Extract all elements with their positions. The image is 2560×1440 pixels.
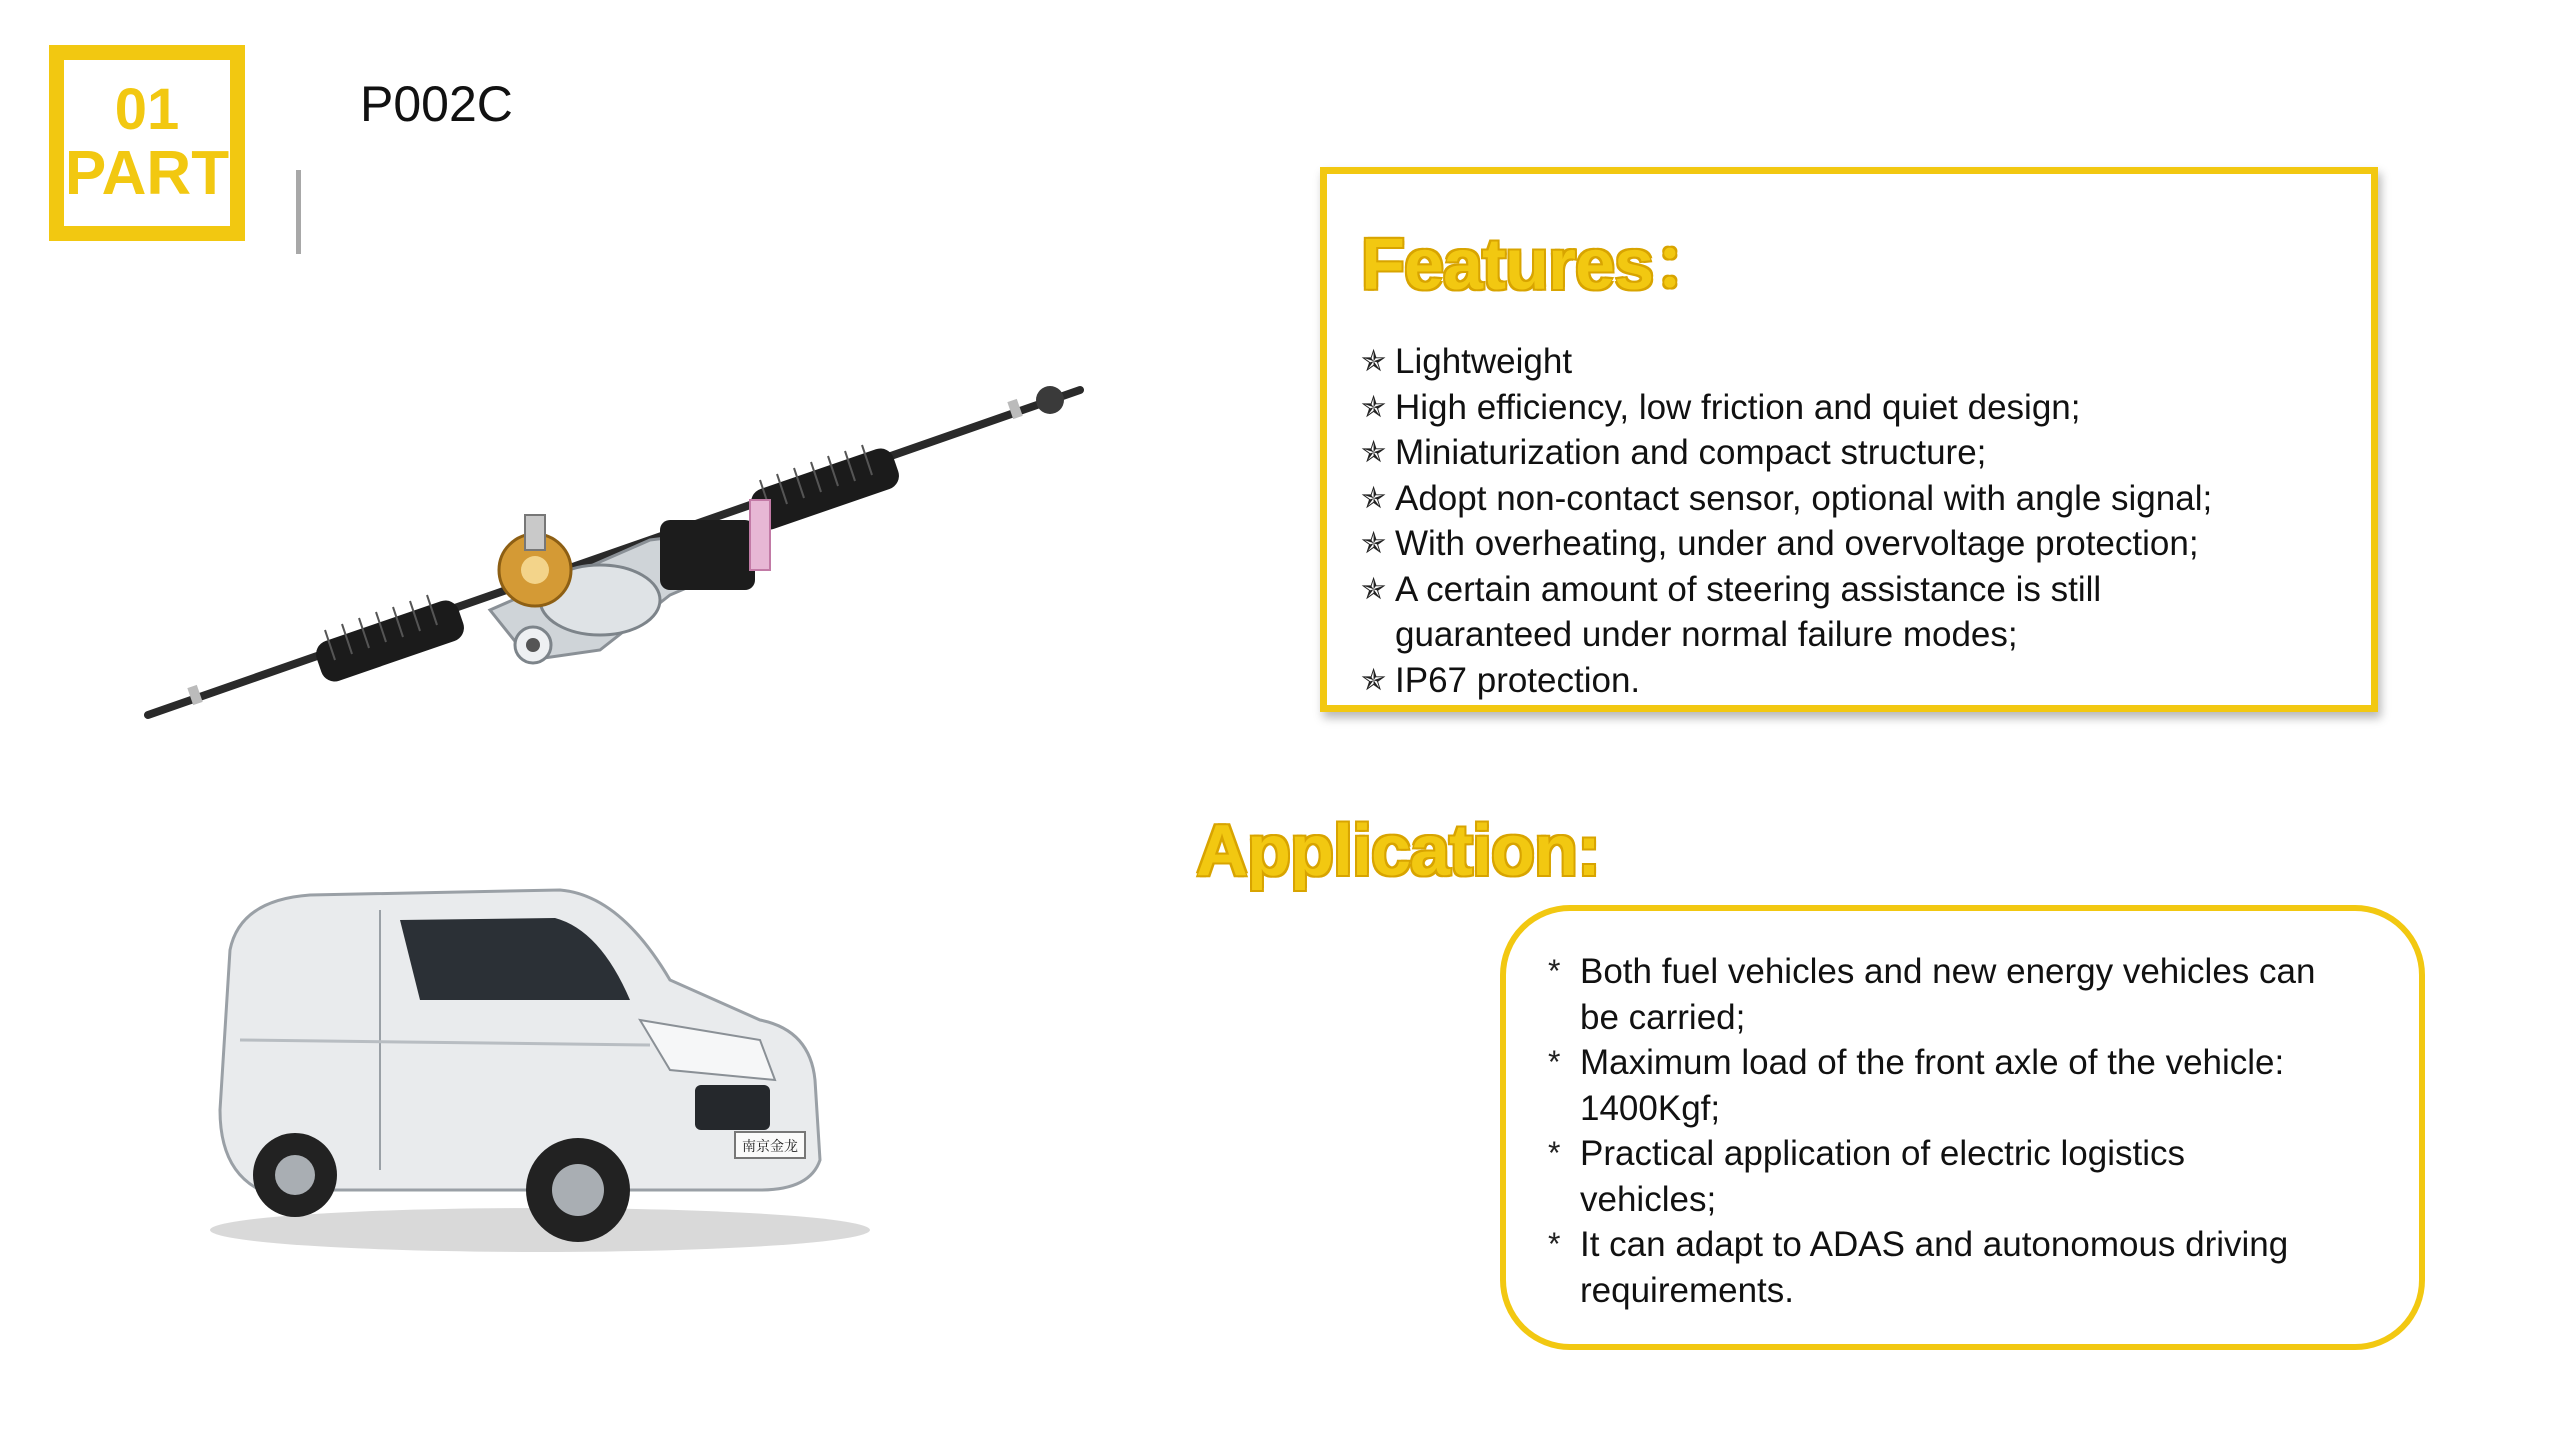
- model-title: P002C: [360, 76, 513, 132]
- application-item: * Maximum load of the front axle of the vehicle:: [1548, 1040, 2315, 1086]
- star-bullet-icon: ✯: [1361, 390, 1387, 424]
- application-item-continuation: 1400Kgf;: [1580, 1088, 1721, 1128]
- asterisk-bullet-icon: *: [1548, 1226, 1561, 1262]
- feature-item: ✯ High efficiency, low friction and quiet design;: [1361, 385, 2212, 431]
- star-bullet-icon: ✯: [1361, 481, 1387, 515]
- asterisk-bullet-icon: *: [1548, 1135, 1561, 1171]
- title-divider: [296, 170, 301, 254]
- star-bullet-icon: ✯: [1361, 527, 1387, 560]
- application-item: * Practical application of electric logistics: [1548, 1131, 2315, 1177]
- application-item-continuation: vehicles;: [1580, 1179, 1717, 1219]
- feature-item: ✯ With overheating, under and overvoltage protection;: [1361, 521, 2212, 567]
- asterisk-bullet-icon: *: [1548, 1044, 1561, 1080]
- asterisk-bullet-icon: *: [1548, 953, 1561, 989]
- feature-item: ✯ A certain amount of steering assistance is still: [1361, 567, 2212, 613]
- feature-list: [1361, 339, 2212, 703]
- feature-item: ✯ IP67 protection.: [1361, 658, 2212, 704]
- star-bullet-icon: ✯: [1361, 345, 1387, 378]
- feature-item: ✯ Adopt non-contact sensor, optional with angle signal;: [1361, 476, 2212, 522]
- star-bullet-icon: ✯: [1361, 436, 1387, 469]
- feature-item: ✯ Miniaturization and compact structure;: [1361, 430, 2212, 476]
- feature-item-continuation: guaranteed under normal failure modes;: [1395, 615, 2018, 654]
- features-panel: [1320, 167, 2378, 712]
- application-item-continuation: requirements.: [1580, 1270, 1794, 1310]
- steering-rack-image: [130, 360, 1100, 730]
- logistics-van-image: [200, 870, 885, 1260]
- feature-item: ✯ Lightweight: [1361, 339, 2212, 385]
- license-plate-text: 南京金龙: [742, 1139, 798, 1155]
- application-panel: [1500, 905, 2425, 1350]
- features-heading: Features：: [1361, 225, 1725, 305]
- star-bullet-icon: ✯: [1361, 572, 1387, 606]
- application-item: * Both fuel vehicles and new energy vehicles can: [1548, 949, 2315, 995]
- part-number: 01: [114, 77, 180, 142]
- application-list: [1548, 949, 2315, 1313]
- application-item-continuation: be carried;: [1580, 997, 1746, 1037]
- application-heading: Application:: [1196, 811, 1600, 891]
- application-item: * It can adapt to ADAS and autonomous driving: [1548, 1222, 2315, 1268]
- star-bullet-icon: ✯: [1361, 663, 1387, 697]
- part-badge: [49, 45, 245, 241]
- part-word: PART: [64, 138, 230, 208]
